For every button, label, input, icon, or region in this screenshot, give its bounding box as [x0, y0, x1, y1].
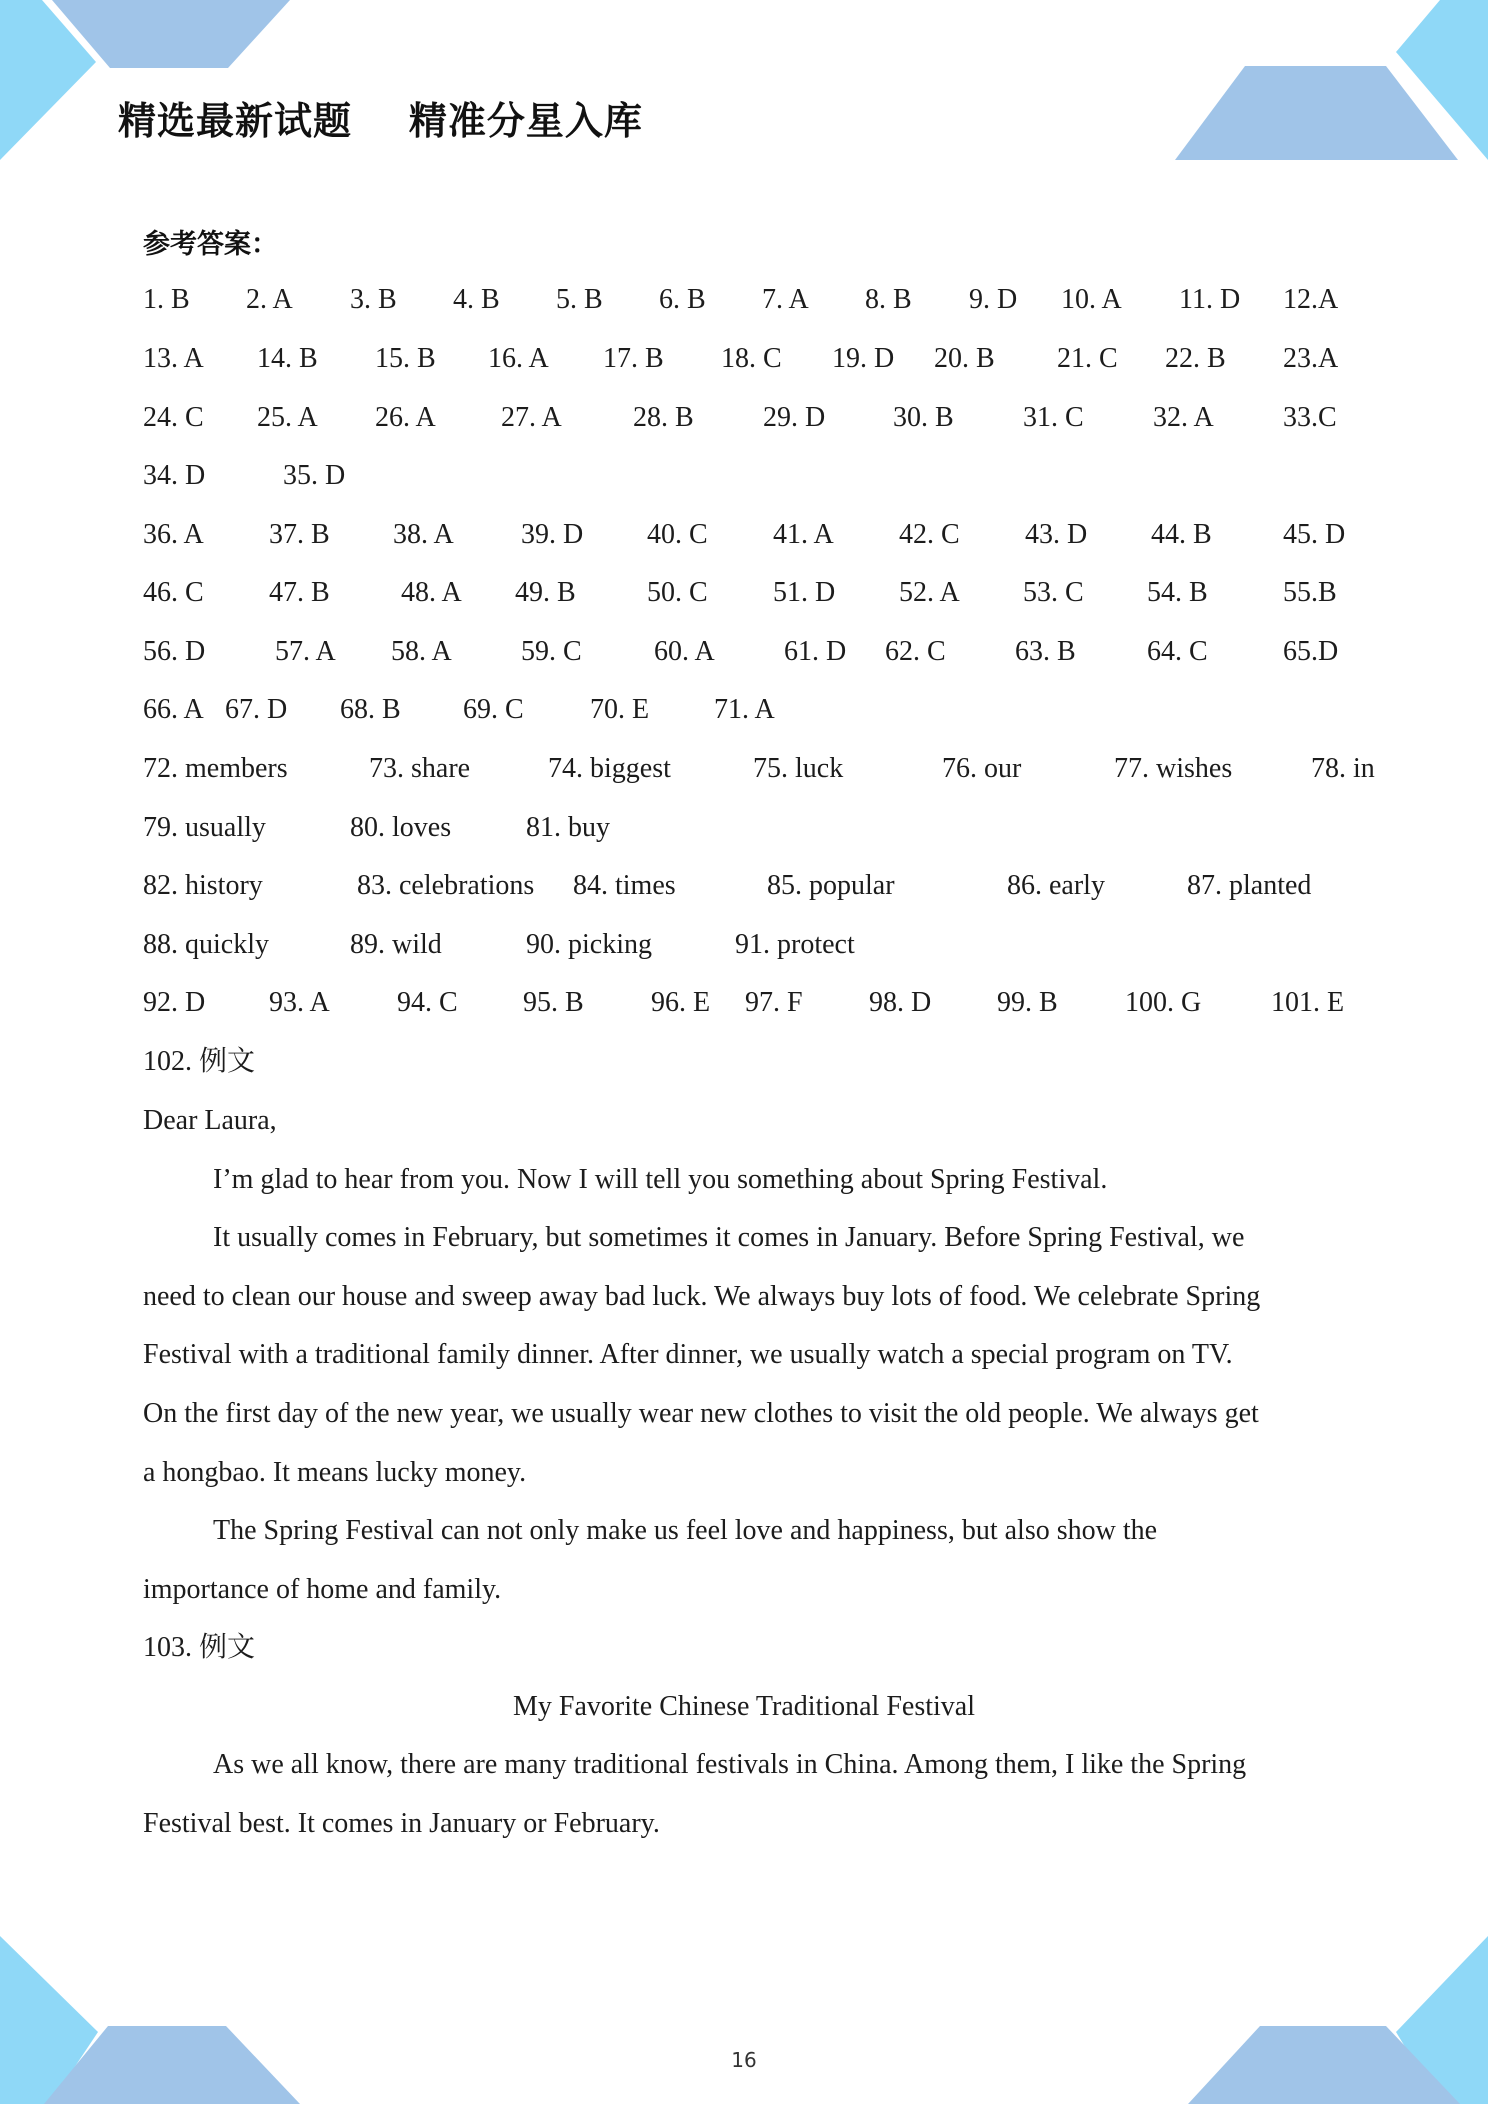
answer-item: 49. B	[515, 577, 576, 608]
answer-item: 2. A	[246, 284, 293, 315]
answer-item: 61. D	[784, 636, 847, 667]
answer-item: 23.A	[1283, 343, 1339, 374]
answer-item: 86. early	[1007, 870, 1105, 901]
answer-item: 64. C	[1147, 636, 1208, 667]
answer-item: 29. D	[763, 402, 826, 433]
answer-item: 80. loves	[350, 812, 452, 843]
answer-row	[143, 460, 1363, 500]
answer-item: 57. A	[275, 636, 336, 667]
answer-item: 40. C	[647, 519, 708, 550]
header-title: 精选最新试题 精准分星入库	[118, 99, 643, 143]
answer-item: 62. C	[885, 636, 946, 667]
answer-item: 101. E	[1271, 987, 1345, 1018]
answer-item: 95. B	[523, 987, 584, 1018]
answer-item: 6. B	[659, 284, 706, 315]
answer-item: 79. usually	[143, 812, 266, 843]
answer-item: 72. members	[143, 753, 288, 784]
answer-row	[143, 694, 1363, 734]
answer-item: 78. in	[1311, 753, 1375, 784]
answer-row	[143, 402, 1363, 442]
answer-item: 7. A	[762, 284, 809, 315]
answer-item: 84. times	[573, 870, 676, 901]
answer-item: 42. C	[899, 519, 960, 550]
answer-item: 55.B	[1283, 577, 1337, 608]
answer-row	[143, 812, 1363, 852]
answer-row	[143, 753, 1375, 793]
answer-item: 56. D	[143, 636, 206, 667]
answer-item: 83. celebrations	[357, 870, 535, 901]
essay-103-number: 103. 例文	[143, 1632, 256, 1663]
answer-item: 100. G	[1125, 987, 1202, 1018]
essay-102-line: On the first day of the new year, we usually wear new clothes to visit the old people. We always get	[143, 1398, 1259, 1429]
answer-item: 14. B	[257, 343, 318, 374]
answer-item: 81. buy	[526, 812, 610, 843]
answer-item: 75. luck	[753, 753, 844, 784]
answer-item: 51. D	[773, 577, 836, 608]
essay-102-line: a hongbao. It means lucky money.	[143, 1457, 527, 1488]
essay-103-line: As we all know, there are many traditional festivals in China. Among them, I like the Spring	[213, 1749, 1247, 1780]
answer-item: 46. C	[143, 577, 204, 608]
answer-item: 63. B	[1015, 636, 1076, 667]
essay-103-line: Festival best. It comes in January or February.	[143, 1808, 660, 1839]
answer-item: 33.C	[1283, 402, 1337, 433]
answer-row	[143, 284, 1363, 324]
essay-102-number: 102. 例文	[143, 1046, 256, 1077]
answer-row	[143, 577, 1363, 617]
answer-item: 94. C	[397, 987, 458, 1018]
deco-top-right-trapezoid	[1175, 66, 1458, 160]
answer-item: 48. A	[401, 577, 462, 608]
answer-item: 28. B	[633, 402, 694, 433]
essay-102-line: The Spring Festival can not only make us feel love and happiness, but also show the	[213, 1515, 1158, 1546]
answer-item: 67. D	[225, 694, 288, 725]
answer-item: 36. A	[143, 519, 204, 550]
answer-key-label: 参考答案：	[143, 229, 278, 260]
answer-item: 15. B	[375, 343, 436, 374]
page-number: 16	[731, 2048, 757, 2072]
answer-item: 50. C	[647, 577, 708, 608]
answer-item: 70. E	[590, 694, 650, 725]
answer-item: 8. B	[865, 284, 912, 315]
answer-item: 45. D	[1283, 519, 1346, 550]
answer-item: 44. B	[1151, 519, 1212, 550]
essay-102-greeting: Dear Laura,	[143, 1105, 277, 1136]
answer-item: 91. protect	[735, 929, 855, 960]
answer-item: 88. quickly	[143, 929, 269, 960]
answer-item: 38. A	[393, 519, 454, 550]
answer-item: 98. D	[869, 987, 932, 1018]
answer-item: 5. B	[556, 284, 603, 315]
answer-item: 3. B	[350, 284, 397, 315]
answer-item: 30. B	[893, 402, 954, 433]
essay-102-line: need to clean our house and sweep away bad luck. We always buy lots of food. We celebrate Spring	[143, 1281, 1261, 1312]
answer-item: 39. D	[521, 519, 584, 550]
answer-item: 12.A	[1283, 284, 1339, 315]
answer-item: 21. C	[1057, 343, 1118, 374]
answer-item: 19. D	[832, 343, 895, 374]
answer-item: 13. A	[143, 343, 204, 374]
answer-item: 87. planted	[1187, 870, 1312, 901]
answer-item: 85. popular	[767, 870, 895, 901]
answer-item: 69. C	[463, 694, 524, 725]
answer-item: 99. B	[997, 987, 1058, 1018]
answer-item: 93. A	[269, 987, 330, 1018]
answer-item: 20. B	[934, 343, 995, 374]
answer-item: 59. C	[521, 636, 582, 667]
answer-item: 65.D	[1283, 636, 1339, 667]
answer-item: 53. C	[1023, 577, 1084, 608]
answer-item: 4. B	[453, 284, 500, 315]
answer-item: 47. B	[269, 577, 330, 608]
answer-item: 54. B	[1147, 577, 1208, 608]
answer-row	[143, 987, 1363, 1027]
answer-item: 92. D	[143, 987, 206, 1018]
answer-item: 73. share	[369, 753, 471, 784]
answer-item: 60. A	[654, 636, 715, 667]
answer-item: 96. E	[651, 987, 711, 1018]
answer-item: 18. C	[721, 343, 782, 374]
answer-row	[143, 343, 1363, 383]
essay-102-line: It usually comes in February, but sometimes it comes in January. Before Spring Festival, we	[213, 1222, 1245, 1253]
answer-item: 52. A	[899, 577, 960, 608]
answer-item: 1. B	[143, 284, 190, 315]
answer-row	[143, 636, 1363, 676]
answer-item: 9. D	[969, 284, 1018, 315]
answer-item: 37. B	[269, 519, 330, 550]
answer-item: 71. A	[714, 694, 775, 725]
answer-item: 10. A	[1061, 284, 1122, 315]
answer-item: 82. history	[143, 870, 263, 901]
answer-item: 77. wishes	[1114, 753, 1233, 784]
answer-item: 89. wild	[350, 929, 442, 960]
answer-item: 58. A	[391, 636, 452, 667]
answer-item: 43. D	[1025, 519, 1088, 550]
answer-item: 31. C	[1023, 402, 1084, 433]
answer-item: 68. B	[340, 694, 401, 725]
answer-item: 34. D	[143, 460, 206, 491]
essay-102-line: Festival with a traditional family dinner. After dinner, we usually watch a special program on TV.	[143, 1339, 1233, 1370]
answer-row	[143, 870, 1363, 910]
answer-item: 22. B	[1165, 343, 1226, 374]
answer-item: 74. biggest	[548, 753, 671, 784]
essay-103-title: My Favorite Chinese Traditional Festival	[513, 1691, 975, 1722]
answer-row	[143, 519, 1363, 559]
answer-item: 97. F	[745, 987, 803, 1018]
answer-item: 32. A	[1153, 402, 1214, 433]
answer-item: 35. D	[283, 460, 346, 491]
answer-item: 16. A	[488, 343, 549, 374]
answer-item: 76. our	[942, 753, 1022, 784]
answer-item: 17. B	[603, 343, 664, 374]
answer-item: 27. A	[501, 402, 562, 433]
answer-row	[143, 929, 1363, 969]
answer-item: 26. A	[375, 402, 436, 433]
answer-item: 11. D	[1179, 284, 1241, 315]
answer-item: 25. A	[257, 402, 318, 433]
essay-102-line: I’m glad to hear from you. Now I will tell you something about Spring Festival.	[213, 1164, 1108, 1195]
answer-item: 24. C	[143, 402, 204, 433]
essay-102-line: importance of home and family.	[143, 1574, 502, 1605]
answer-item: 90. picking	[526, 929, 652, 960]
answer-item: 41. A	[773, 519, 834, 550]
answer-item: 66. A	[143, 694, 204, 725]
